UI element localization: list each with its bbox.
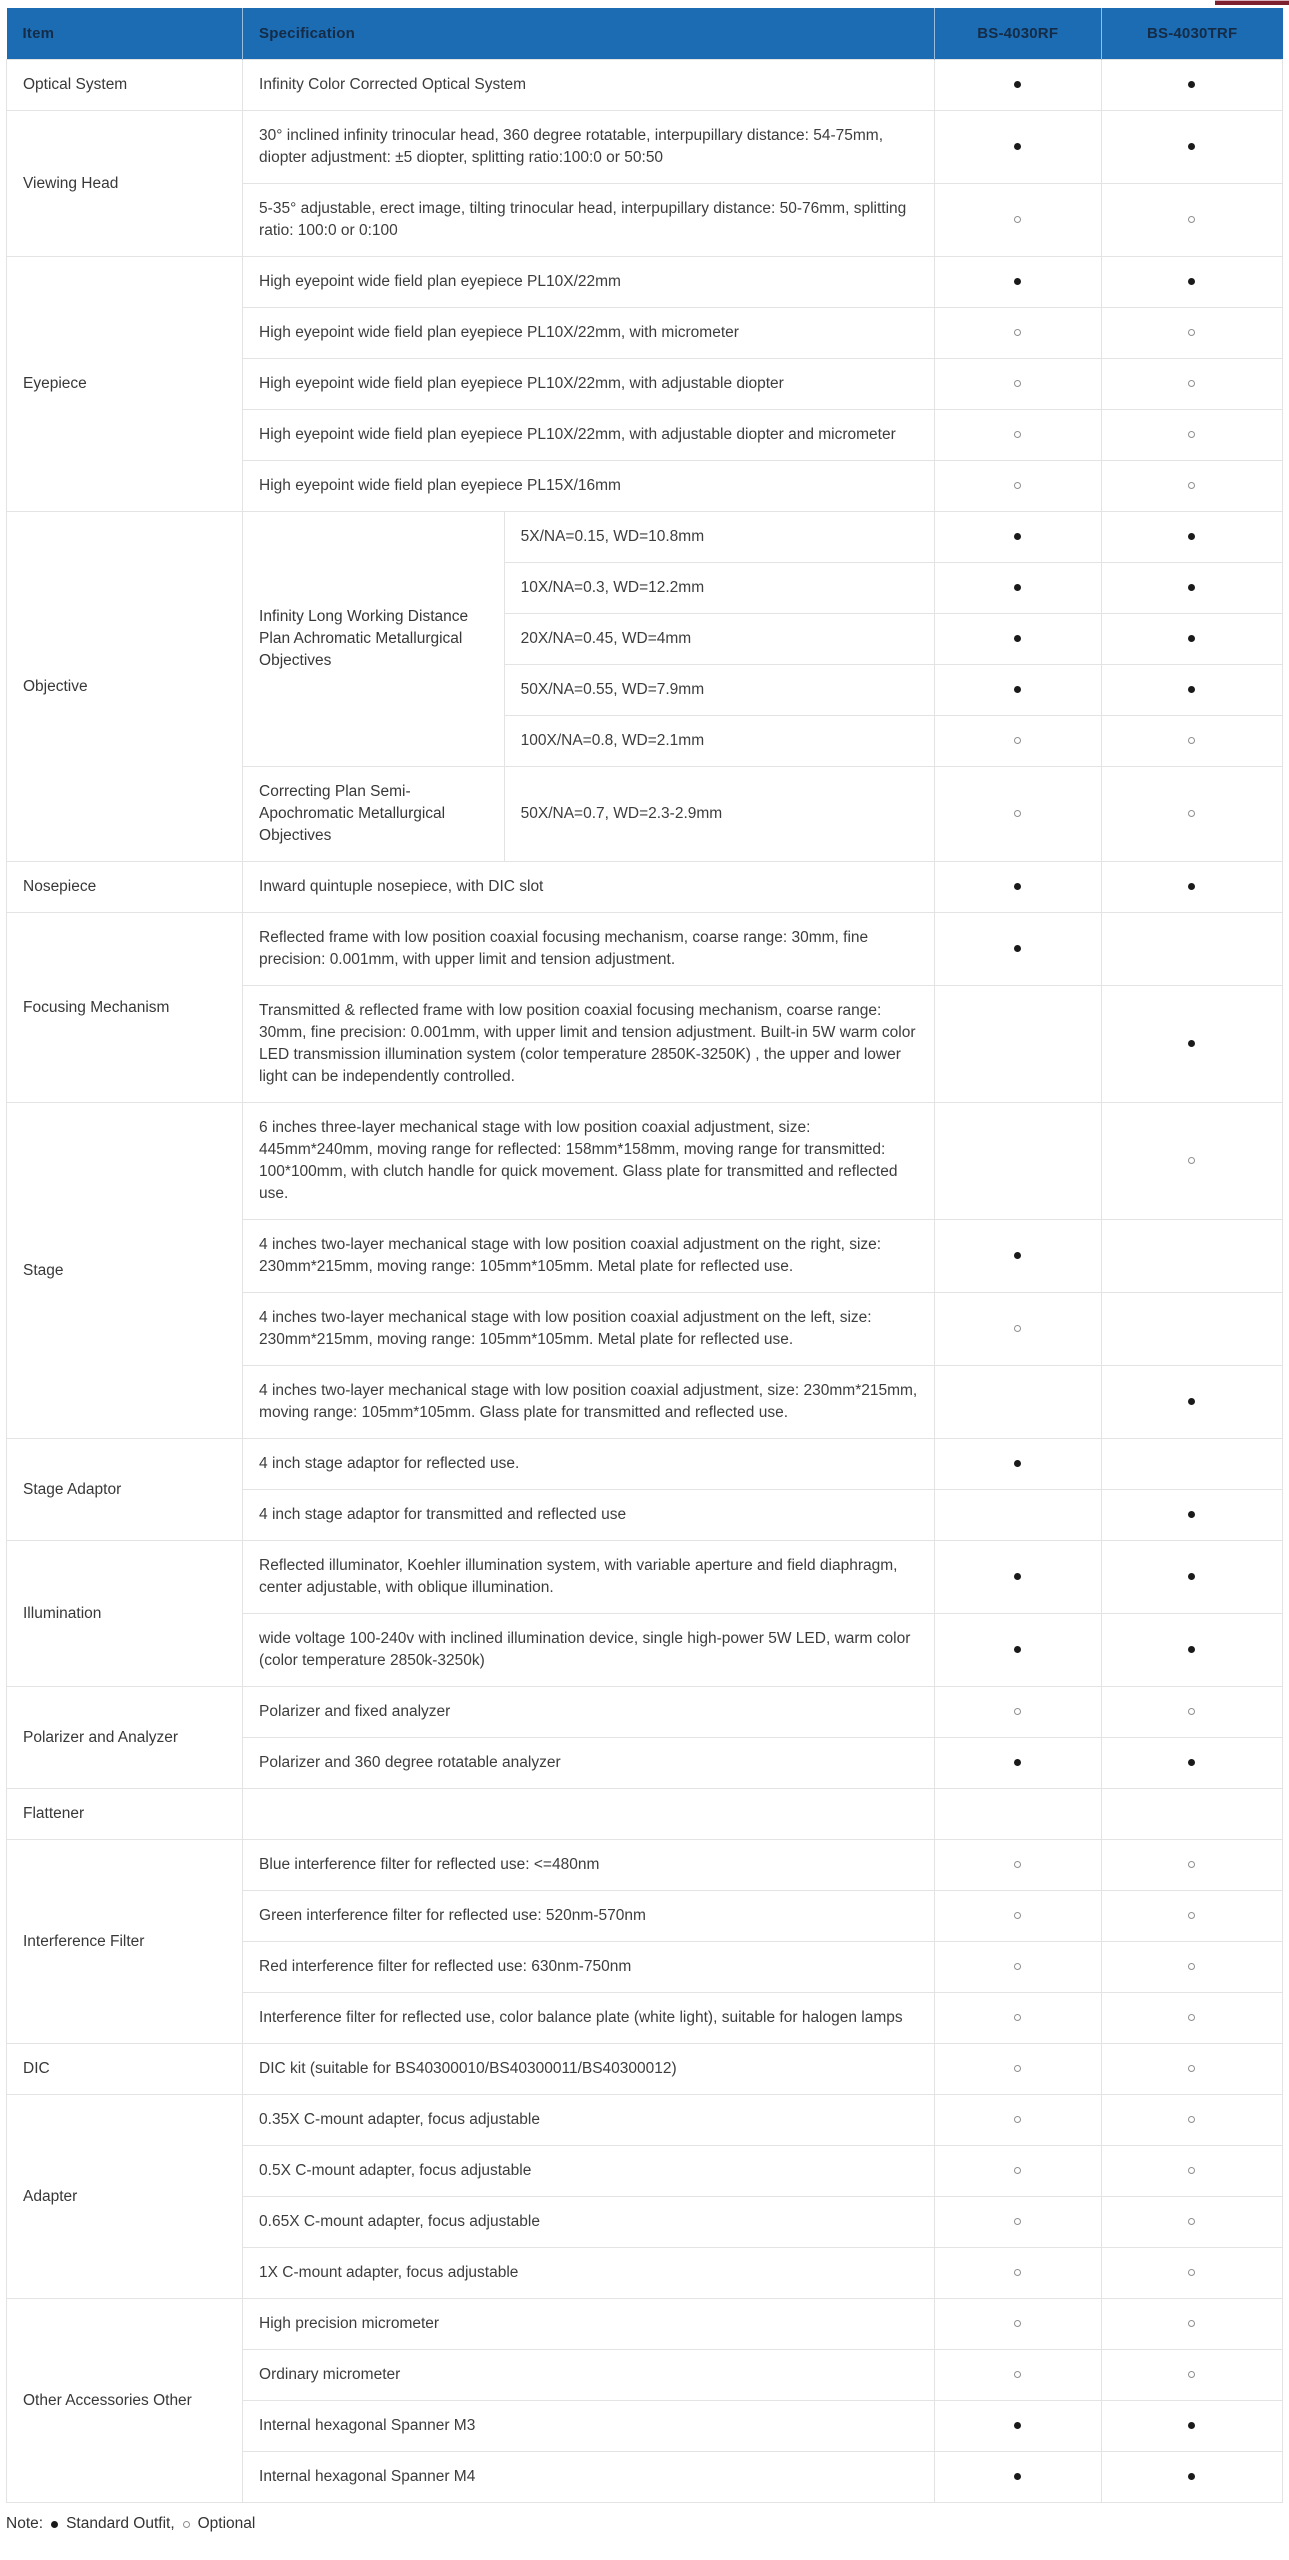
spec-cell: High eyepoint wide field plan eyepiece PL10X/22mm, with adjustable diopter and micrometer — [243, 410, 935, 461]
standard-dot-icon — [1014, 945, 1021, 952]
mark-cell-bs4030rf — [934, 1789, 1101, 1840]
item-cell: Nosepiece — [7, 862, 243, 913]
table-row — [7, 60, 1283, 111]
optional-dot-icon — [1014, 1325, 1021, 1332]
spec-cell: Internal hexagonal Spanner M4 — [243, 2452, 935, 2503]
table-row — [7, 1103, 1283, 1220]
optional-dot-icon — [1014, 329, 1021, 336]
item-cell: DIC — [7, 2044, 243, 2095]
standard-dot-icon — [1014, 635, 1021, 642]
red-accent-bar — [1215, 0, 1289, 5]
standard-dot-icon — [1188, 1646, 1195, 1653]
item-cell: Other Accessories Other — [7, 2299, 243, 2503]
mark-cell-bs4030rf — [934, 308, 1101, 359]
optional-dot-icon — [1188, 1708, 1195, 1715]
optional-dot-icon — [1014, 2371, 1021, 2378]
table-row — [7, 2044, 1283, 2095]
standard-dot-icon — [1014, 1759, 1021, 1766]
spec-cell: Reflected illuminator, Koehler illumination system, with variable aperture and field diaphragm, center adjustable, with oblique illumination. — [243, 1541, 935, 1614]
mark-cell-bs4030rf — [934, 1220, 1101, 1293]
spec-cell: 4 inch stage adaptor for transmitted and reflected use — [243, 1490, 935, 1541]
mark-cell-bs4030trf — [1101, 716, 1282, 767]
standard-dot-icon — [1188, 81, 1195, 88]
footnote-label: Note: — [6, 2515, 44, 2532]
standard-dot-icon — [1014, 686, 1021, 693]
spec-cell: Red interference filter for reflected use: 630nm-750nm — [243, 1942, 935, 1993]
standard-dot-icon — [51, 2521, 58, 2528]
standard-dot-icon — [1188, 2422, 1195, 2429]
mark-cell-bs4030trf — [1101, 60, 1282, 111]
item-cell: Stage — [7, 1103, 243, 1439]
mark-cell-bs4030rf — [934, 1738, 1101, 1789]
item-cell: Flattener — [7, 1789, 243, 1840]
spec-cell: 20X/NA=0.45, WD=4mm — [504, 614, 934, 665]
table-row — [7, 2299, 1283, 2350]
optional-dot-icon — [183, 2521, 190, 2528]
spec-cell: 30° inclined infinity trinocular head, 360 degree rotatable, interpupillary distance: 54-75mm, diopter adjustment: ±5 diopter, splitting ratio:100:0 or 50:50 — [243, 111, 935, 184]
optional-dot-icon — [1014, 2167, 1021, 2174]
optional-dot-icon — [1014, 737, 1021, 744]
table-row — [7, 1439, 1283, 1490]
spec-cell: 10X/NA=0.3, WD=12.2mm — [504, 563, 934, 614]
standard-dot-icon — [1014, 1252, 1021, 1259]
table-row — [7, 111, 1283, 184]
mark-cell-bs4030trf — [1101, 461, 1282, 512]
optional-dot-icon — [1188, 2014, 1195, 2021]
optional-dot-icon — [1014, 2065, 1021, 2072]
optional-dot-icon — [1188, 1912, 1195, 1919]
mark-cell-bs4030rf — [934, 1439, 1101, 1490]
mark-cell-bs4030trf — [1101, 359, 1282, 410]
standard-dot-icon — [1014, 278, 1021, 285]
mark-cell-bs4030trf — [1101, 512, 1282, 563]
optional-dot-icon — [1188, 2371, 1195, 2378]
table-body — [7, 60, 1283, 2503]
mark-cell-bs4030rf — [934, 767, 1101, 862]
mark-cell-bs4030trf — [1101, 1891, 1282, 1942]
optional-dot-icon — [1014, 1708, 1021, 1715]
table-row — [7, 1840, 1283, 1891]
mark-cell-bs4030rf — [934, 111, 1101, 184]
mark-cell-bs4030rf — [934, 2248, 1101, 2299]
spec-cell: Polarizer and fixed analyzer — [243, 1687, 935, 1738]
mark-cell-bs4030rf — [934, 257, 1101, 308]
mark-cell-bs4030trf — [1101, 1993, 1282, 2044]
header-row — [7, 8, 1283, 60]
spec-cell: 0.5X C-mount adapter, focus adjustable — [243, 2146, 935, 2197]
item-cell: Adapter — [7, 2095, 243, 2299]
standard-dot-icon — [1188, 278, 1195, 285]
item-cell: Stage Adaptor — [7, 1439, 243, 1541]
spec-cell: Interference filter for reflected use, color balance plate (white light), suitable for halogen lamps — [243, 1993, 935, 2044]
mark-cell-bs4030rf — [934, 2044, 1101, 2095]
spec-cell: Transmitted & reflected frame with low position coaxial focusing mechanism, coarse range: 30mm, fine precision: 0.001mm, with upper limit and tension adjustment. Built-in 5W warm color LED transmission illumination system (color temperature 2850K-3250K) , the upper and lower light can be independently controlled. — [243, 986, 935, 1103]
optional-dot-icon — [1014, 2269, 1021, 2276]
mark-cell-bs4030rf — [934, 461, 1101, 512]
mark-cell-bs4030trf — [1101, 2299, 1282, 2350]
optional-dot-icon — [1014, 1963, 1021, 1970]
mark-cell-bs4030rf — [934, 2146, 1101, 2197]
spec-table — [6, 8, 1283, 2503]
mark-cell-bs4030trf — [1101, 614, 1282, 665]
col-header-bs4030rf: BS-4030RF — [934, 8, 1101, 60]
optional-dot-icon — [1014, 2320, 1021, 2327]
spec-cell: High eyepoint wide field plan eyepiece PL10X/22mm — [243, 257, 935, 308]
optional-dot-icon — [1188, 1963, 1195, 1970]
optional-dot-icon — [1188, 431, 1195, 438]
mark-cell-bs4030trf — [1101, 1541, 1282, 1614]
optional-dot-icon — [1014, 1912, 1021, 1919]
spec-cell: Green interference filter for reflected use: 520nm-570nm — [243, 1891, 935, 1942]
table-row — [7, 1541, 1283, 1614]
standard-dot-icon — [1014, 143, 1021, 150]
spec-cell: 5X/NA=0.15, WD=10.8mm — [504, 512, 934, 563]
mark-cell-bs4030rf — [934, 1840, 1101, 1891]
spec-cell — [243, 1789, 935, 1840]
mark-cell-bs4030rf — [934, 512, 1101, 563]
mark-cell-bs4030rf — [934, 862, 1101, 913]
mark-cell-bs4030rf — [934, 2095, 1101, 2146]
standard-dot-icon — [1188, 584, 1195, 591]
optional-dot-icon — [1188, 2116, 1195, 2123]
mark-cell-bs4030trf — [1101, 862, 1282, 913]
spec-cell: 50X/NA=0.7, WD=2.3-2.9mm — [504, 767, 934, 862]
mark-cell-bs4030rf — [934, 1687, 1101, 1738]
spec-cell: DIC kit (suitable for BS40300010/BS40300011/BS40300012) — [243, 2044, 935, 2095]
spec-cell: Internal hexagonal Spanner M3 — [243, 2401, 935, 2452]
standard-dot-icon — [1014, 2473, 1021, 2480]
item-cell: Polarizer and Analyzer — [7, 1687, 243, 1789]
mark-cell-bs4030rf — [934, 563, 1101, 614]
mark-cell-bs4030rf — [934, 184, 1101, 257]
mark-cell-bs4030trf — [1101, 1103, 1282, 1220]
optional-dot-icon — [1014, 431, 1021, 438]
mark-cell-bs4030trf — [1101, 2350, 1282, 2401]
mark-cell-bs4030trf — [1101, 913, 1282, 986]
optional-dot-icon — [1188, 2218, 1195, 2225]
optional-dot-icon — [1188, 737, 1195, 744]
mark-cell-bs4030trf — [1101, 1614, 1282, 1687]
standard-dot-icon — [1188, 686, 1195, 693]
optional-dot-icon — [1014, 482, 1021, 489]
mark-cell-bs4030rf — [934, 1366, 1101, 1439]
mark-cell-bs4030trf — [1101, 665, 1282, 716]
standard-dot-icon — [1014, 1573, 1021, 1580]
spec-cell: wide voltage 100-240v with inclined illumination device, single high-power 5W LED, warm color (color temperature 2850k-3250k) — [243, 1614, 935, 1687]
optional-dot-icon — [1188, 2167, 1195, 2174]
mark-cell-bs4030trf — [1101, 1738, 1282, 1789]
mark-cell-bs4030trf — [1101, 184, 1282, 257]
mark-cell-bs4030rf — [934, 359, 1101, 410]
spec-cell: Polarizer and 360 degree rotatable analyzer — [243, 1738, 935, 1789]
item-cell: Eyepiece — [7, 257, 243, 512]
mark-cell-bs4030rf — [934, 410, 1101, 461]
spec-cell: Ordinary micrometer — [243, 2350, 935, 2401]
spec-cell: Blue interference filter for reflected use: <=480nm — [243, 1840, 935, 1891]
mark-cell-bs4030rf — [934, 2452, 1101, 2503]
footnote-optional-label: Optional — [197, 2515, 256, 2532]
mark-cell-bs4030trf — [1101, 1293, 1282, 1366]
spec-cell: Inward quintuple nosepiece, with DIC slot — [243, 862, 935, 913]
spec-cell: 100X/NA=0.8, WD=2.1mm — [504, 716, 934, 767]
mark-cell-bs4030trf — [1101, 410, 1282, 461]
spec-cell: 5-35° adjustable, erect image, tilting trinocular head, interpupillary distance: 50-76mm, splitting ratio: 100:0 or 0:100 — [243, 184, 935, 257]
optional-dot-icon — [1188, 1861, 1195, 1868]
col-header-bs4030trf: BS-4030TRF — [1101, 8, 1282, 60]
objective-group-cell: Correcting Plan Semi-Apochromatic Metallurgical Objectives — [243, 767, 505, 862]
table-row — [7, 512, 1283, 563]
mark-cell-bs4030rf — [934, 1541, 1101, 1614]
spec-cell: 0.65X C-mount adapter, focus adjustable — [243, 2197, 935, 2248]
mark-cell-bs4030trf — [1101, 1687, 1282, 1738]
mark-cell-bs4030trf — [1101, 2401, 1282, 2452]
mark-cell-bs4030trf — [1101, 2044, 1282, 2095]
mark-cell-bs4030rf — [934, 913, 1101, 986]
mark-cell-bs4030trf — [1101, 2248, 1282, 2299]
optional-dot-icon — [1188, 810, 1195, 817]
standard-dot-icon — [1188, 1511, 1195, 1518]
optional-dot-icon — [1188, 1157, 1195, 1164]
spec-cell: 4 inches two-layer mechanical stage with low position coaxial adjustment, size: 230mm*215mm, moving range: 105mm*105mm. Glass plate for transmitted and reflected use. — [243, 1366, 935, 1439]
spec-cell: 1X C-mount adapter, focus adjustable — [243, 2248, 935, 2299]
mark-cell-bs4030trf — [1101, 2146, 1282, 2197]
standard-dot-icon — [1014, 533, 1021, 540]
mark-cell-bs4030rf — [934, 716, 1101, 767]
mark-cell-bs4030rf — [934, 614, 1101, 665]
item-cell: Viewing Head — [7, 111, 243, 257]
mark-cell-bs4030rf — [934, 1993, 1101, 2044]
standard-dot-icon — [1188, 883, 1195, 890]
mark-cell-bs4030trf — [1101, 2197, 1282, 2248]
item-cell: Optical System — [7, 60, 243, 111]
footnote — [6, 2503, 1283, 2549]
mark-cell-bs4030rf — [934, 665, 1101, 716]
spec-cell: 0.35X C-mount adapter, focus adjustable — [243, 2095, 935, 2146]
standard-dot-icon — [1188, 533, 1195, 540]
mark-cell-bs4030trf — [1101, 1220, 1282, 1293]
mark-cell-bs4030rf — [934, 986, 1101, 1103]
col-header-item: Item — [7, 8, 243, 60]
optional-dot-icon — [1014, 380, 1021, 387]
footnote-standard-label: Standard Outfit, — [66, 2515, 175, 2532]
mark-cell-bs4030trf — [1101, 1942, 1282, 1993]
standard-dot-icon — [1188, 2473, 1195, 2480]
item-cell: Interference Filter — [7, 1840, 243, 2044]
mark-cell-bs4030trf — [1101, 767, 1282, 862]
mark-cell-bs4030trf — [1101, 308, 1282, 359]
col-header-specification: Specification — [243, 8, 935, 60]
mark-cell-bs4030rf — [934, 1891, 1101, 1942]
mark-cell-bs4030rf — [934, 2299, 1101, 2350]
optional-dot-icon — [1188, 380, 1195, 387]
mark-cell-bs4030rf — [934, 2197, 1101, 2248]
standard-dot-icon — [1014, 1646, 1021, 1653]
spec-cell: 4 inch stage adaptor for reflected use. — [243, 1439, 935, 1490]
mark-cell-bs4030trf — [1101, 986, 1282, 1103]
mark-cell-bs4030trf — [1101, 1789, 1282, 1840]
mark-cell-bs4030rf — [934, 1490, 1101, 1541]
spec-cell: High precision micrometer — [243, 2299, 935, 2350]
objective-group-cell: Infinity Long Working Distance Plan Achromatic Metallurgical Objectives — [243, 512, 505, 767]
spec-cell: High eyepoint wide field plan eyepiece PL10X/22mm, with micrometer — [243, 308, 935, 359]
optional-dot-icon — [1014, 2218, 1021, 2225]
standard-dot-icon — [1188, 1573, 1195, 1580]
optional-dot-icon — [1014, 2014, 1021, 2021]
mark-cell-bs4030rf — [934, 2401, 1101, 2452]
standard-dot-icon — [1188, 143, 1195, 150]
item-cell: Objective — [7, 512, 243, 862]
spec-cell: High eyepoint wide field plan eyepiece PL10X/22mm, with adjustable diopter — [243, 359, 935, 410]
spec-cell: 6 inches three-layer mechanical stage with low position coaxial adjustment, size: 445mm*240mm, moving range for reflected: 158mm*158mm, moving range for transmitted: 100*100mm, with clutch handle for quick movement. Glass plate for transmitted and reflected use. — [243, 1103, 935, 1220]
item-cell: Focusing Mechanism — [7, 913, 243, 1103]
mark-cell-bs4030rf — [934, 1942, 1101, 1993]
mark-cell-bs4030trf — [1101, 257, 1282, 308]
spec-cell: 4 inches two-layer mechanical stage with low position coaxial adjustment on the right, size: 230mm*215mm, moving range: 105mm*105mm. Metal plate for reflected use. — [243, 1220, 935, 1293]
optional-dot-icon — [1188, 2320, 1195, 2327]
spec-cell: Infinity Color Corrected Optical System — [243, 60, 935, 111]
mark-cell-bs4030trf — [1101, 1490, 1282, 1541]
optional-dot-icon — [1014, 216, 1021, 223]
mark-cell-bs4030trf — [1101, 111, 1282, 184]
table-row — [7, 1789, 1283, 1840]
optional-dot-icon — [1188, 2269, 1195, 2276]
mark-cell-bs4030trf — [1101, 1840, 1282, 1891]
standard-dot-icon — [1014, 2422, 1021, 2429]
spec-cell: Reflected frame with low position coaxial focusing mechanism, coarse range: 30mm, fine precision: 0.001mm, with upper limit and tension adjustment. — [243, 913, 935, 986]
standard-dot-icon — [1188, 635, 1195, 642]
optional-dot-icon — [1014, 810, 1021, 817]
standard-dot-icon — [1014, 1460, 1021, 1467]
item-cell: Illumination — [7, 1541, 243, 1687]
mark-cell-bs4030trf — [1101, 2095, 1282, 2146]
standard-dot-icon — [1188, 1759, 1195, 1766]
mark-cell-bs4030rf — [934, 1614, 1101, 1687]
standard-dot-icon — [1014, 81, 1021, 88]
optional-dot-icon — [1014, 2116, 1021, 2123]
standard-dot-icon — [1014, 584, 1021, 591]
table-row — [7, 1687, 1283, 1738]
mark-cell-bs4030rf — [934, 2350, 1101, 2401]
spec-cell: High eyepoint wide field plan eyepiece PL15X/16mm — [243, 461, 935, 512]
table-row — [7, 2095, 1283, 2146]
optional-dot-icon — [1188, 2065, 1195, 2072]
mark-cell-bs4030rf — [934, 1293, 1101, 1366]
mark-cell-bs4030trf — [1101, 1439, 1282, 1490]
standard-dot-icon — [1188, 1040, 1195, 1047]
table-row — [7, 862, 1283, 913]
table-header — [7, 8, 1283, 60]
optional-dot-icon — [1014, 1861, 1021, 1868]
spec-cell: 4 inches two-layer mechanical stage with low position coaxial adjustment on the left, size: 230mm*215mm, moving range: 105mm*105mm. Metal plate for reflected use. — [243, 1293, 935, 1366]
standard-dot-icon — [1188, 1398, 1195, 1405]
mark-cell-bs4030trf — [1101, 2452, 1282, 2503]
mark-cell-bs4030rf — [934, 60, 1101, 111]
table-row — [7, 257, 1283, 308]
mark-cell-bs4030rf — [934, 1103, 1101, 1220]
mark-cell-bs4030trf — [1101, 1366, 1282, 1439]
spec-cell: 50X/NA=0.55, WD=7.9mm — [504, 665, 934, 716]
standard-dot-icon — [1014, 883, 1021, 890]
mark-cell-bs4030trf — [1101, 563, 1282, 614]
optional-dot-icon — [1188, 329, 1195, 336]
optional-dot-icon — [1188, 482, 1195, 489]
table-row — [7, 913, 1283, 986]
optional-dot-icon — [1188, 216, 1195, 223]
